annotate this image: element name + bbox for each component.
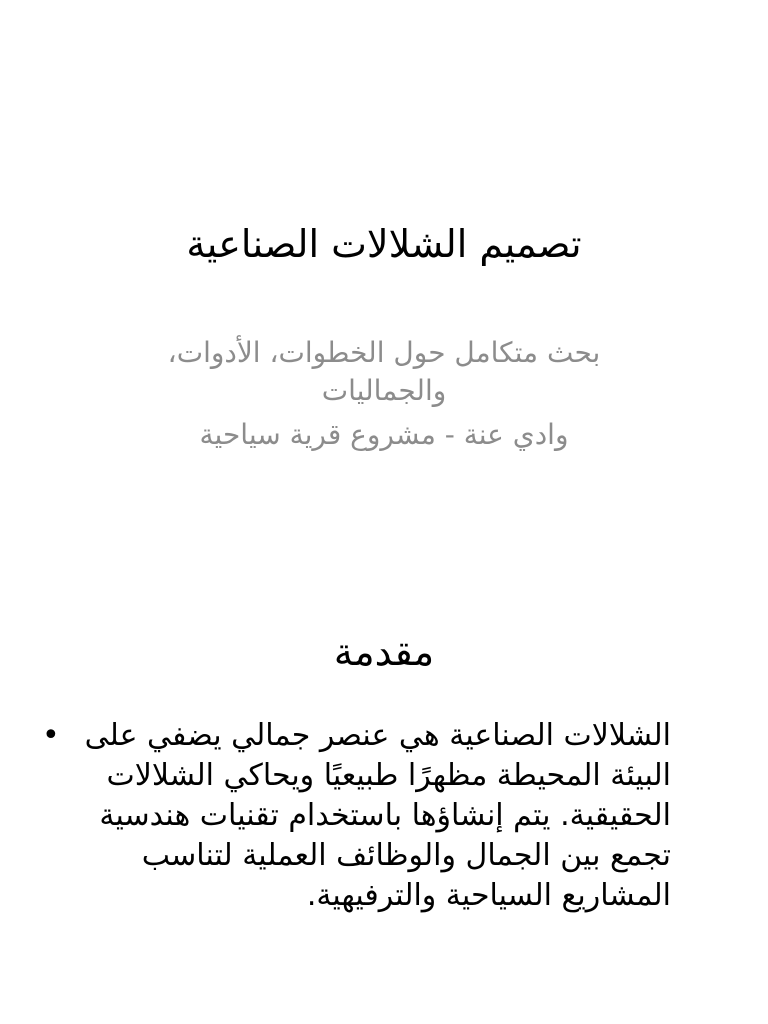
bullet-list — [38, 716, 718, 916]
presentation-subtitle — [120, 334, 648, 454]
intro-slide — [0, 560, 768, 1024]
bullet-dot-icon: • — [42, 718, 60, 753]
bullet-text: الشلالات الصناعية هي عنصر جمالي يضفي على البيئة المحيطة مظهرًا طبيعيًا ويحاكي الشلالات الحقيقية. يتم إنشاؤها باستخدام تقنيات هندسية تجمع بين الجمال والوظائف العملية لتناسب المشاريع السياحية والترفيهية. — [84, 718, 671, 913]
intro-heading: مقدمة — [333, 630, 435, 674]
subtitle-line-2: وادي عنة - مشروع قرية سياحية — [199, 418, 569, 451]
presentation-title: تصميم الشلالات الصناعية — [186, 222, 582, 266]
subtitle-line-1: بحث متكامل حول الخطوات، الأدوات، والجماليات — [167, 336, 601, 407]
bullet-item — [38, 716, 718, 916]
